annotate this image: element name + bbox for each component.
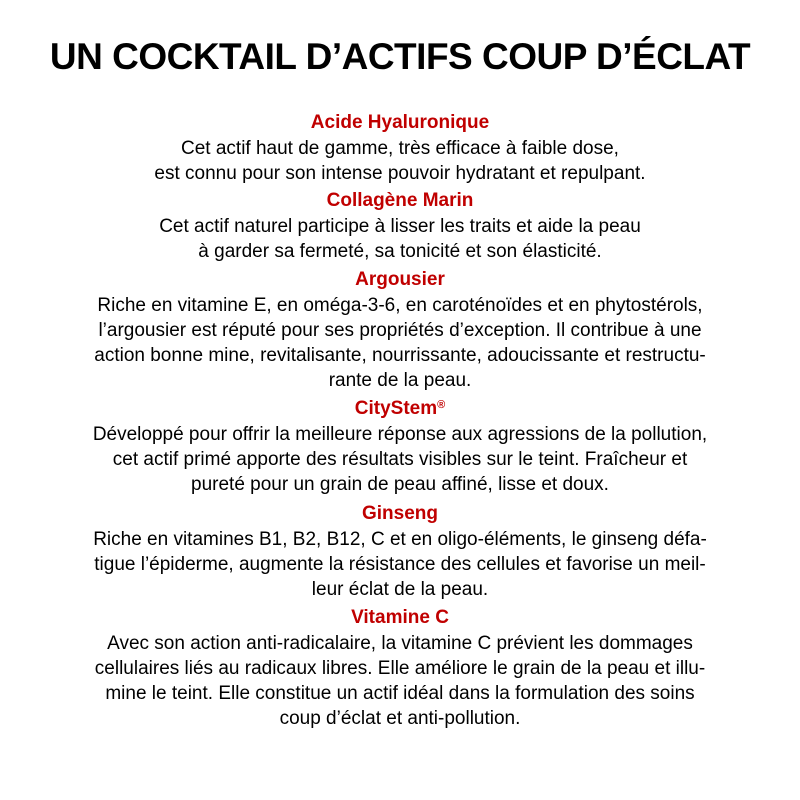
section-text-line: leur éclat de la peau.	[311, 579, 489, 600]
section-citystem	[20, 396, 780, 497]
section-text-line: coup d’éclat et anti-pollution.	[279, 708, 521, 729]
section-text-line: pureté pour un grain de peau affiné, lisse et doux.	[191, 474, 609, 495]
section-text-line: Cet actif naturel participe à lisser les traits et aide la peau	[159, 216, 641, 237]
section-heading: Collagène Marin	[326, 190, 474, 211]
section-text-line: mine le teint. Elle constitue un actif idéal dans la formulation des soins	[105, 683, 695, 704]
section-vitamine-c	[20, 605, 780, 731]
section-text-line: tigue l’épiderme, augmente la résistance des cellules et favorise un meil-	[94, 554, 706, 575]
section-text-line: l’argousier est réputé pour ses propriétés d’exception. Il contribue à une	[98, 320, 702, 341]
section-heading: Vitamine C	[351, 607, 449, 628]
ingredients-list	[20, 110, 780, 731]
section-acide-hyaluronique	[20, 110, 780, 186]
section-heading: Argousier	[355, 269, 445, 290]
section-collagene-marin	[20, 188, 780, 264]
registered-mark: ®	[437, 399, 446, 411]
section-text-line: cet actif primé apporte des résultats visibles sur le teint. Fraîcheur et	[112, 449, 688, 470]
section-text-line: action bonne mine, revitalisante, nourrissante, adoucissante et restructu-	[94, 345, 706, 366]
section-text-line: est connu pour son intense pouvoir hydratant et repulpant.	[154, 163, 646, 184]
section-text-line: cellulaires liés au radicaux libres. Elle améliore le grain de la peau et illu-	[94, 658, 706, 679]
section-text-line: Cet actif haut de gamme, très efficace à faible dose,	[181, 138, 619, 159]
section-text-line: à garder sa fermeté, sa tonicité et son élasticité.	[198, 241, 602, 262]
section-ginseng	[20, 501, 780, 602]
section-text-line: Riche en vitamine E, en oméga-3-6, en caroténoïdes et en phytostérols,	[97, 295, 703, 316]
section-heading: CityStem	[354, 398, 438, 419]
section-heading-wrap	[20, 396, 780, 422]
section-text-line: rante de la peau.	[328, 370, 472, 391]
section-heading: Acide Hyaluronique	[310, 112, 490, 133]
section-text-line: Avec son action anti-radicalaire, la vitamine C prévient les dommages	[107, 633, 693, 654]
section-text-line: Développé pour offrir la meilleure réponse aux agressions de la pollution,	[92, 424, 708, 445]
section-text-line: Riche en vitamines B1, B2, B12, C et en oligo-éléments, le ginseng défa-	[93, 529, 707, 550]
section-argousier	[20, 267, 780, 393]
page-title: UN COCKTAIL D’ACTIFS COUP D’ÉCLAT	[49, 36, 751, 77]
section-heading: Ginseng	[361, 503, 438, 524]
